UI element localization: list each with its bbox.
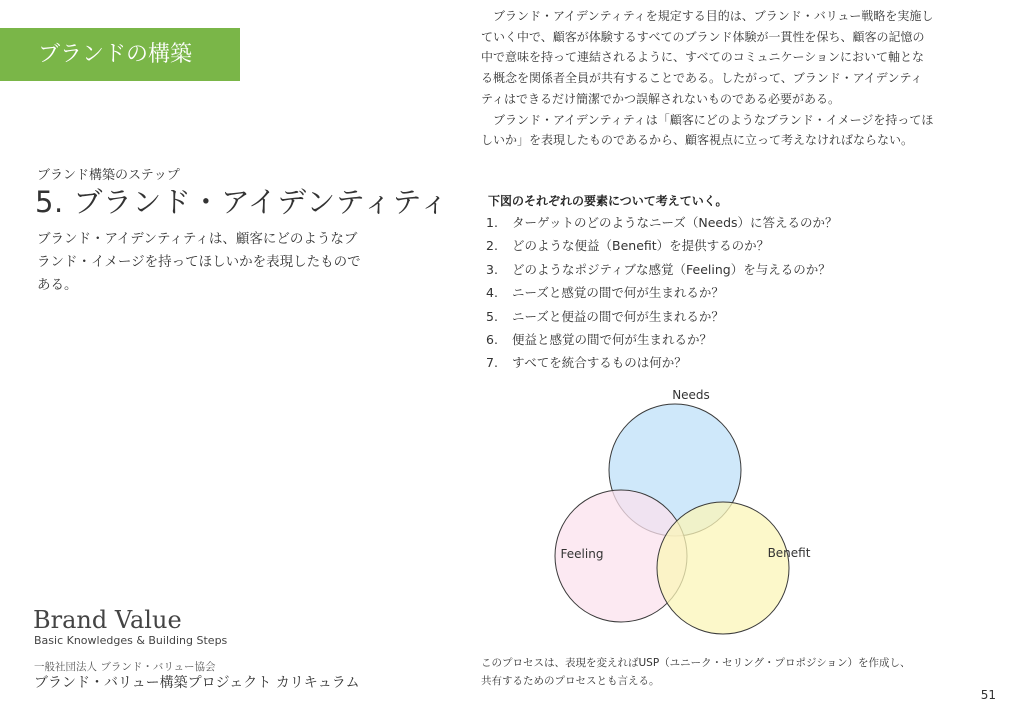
- list-item: [486, 258, 838, 281]
- footnote-line: このプロセスは、表現を変えればUSP（ユニーク・セリング・プロポジション）を作成し、: [481, 657, 911, 669]
- item-text: 便益と感覚の間で何が生まれるか？: [512, 331, 713, 347]
- intro-line: 中で意味を持って連結されるように、すべてのコミュニケーションにおいて軸とな: [481, 50, 925, 65]
- benefit-label: Benefit: [767, 546, 811, 560]
- questions-heading: 下図のそれぞれの要素について考えていく。: [488, 194, 728, 208]
- footnote: [481, 654, 911, 690]
- intro-line: しいか」を表現したものであるから、顧客視点に立って考えなければならない。: [481, 133, 914, 148]
- step-label: ブランド構築のステップ: [37, 168, 180, 183]
- feeling-label: Feeling: [560, 547, 604, 561]
- project-name: ブランド・バリュー構築プロジェクト カリキュラム: [34, 675, 360, 691]
- description-line: ある。: [37, 277, 78, 293]
- page-title: 5. ブランド・アイデンティティ: [35, 185, 450, 219]
- item-number: 7.: [486, 355, 498, 371]
- list-item: [486, 351, 838, 374]
- item-number: 3.: [486, 261, 498, 277]
- item-number: 5.: [486, 308, 498, 324]
- item-text: ニーズと便益の間で何が生まれるか？: [512, 308, 724, 324]
- intro-paragraph: [481, 6, 991, 151]
- item-text: ニーズと感覚の間で何が生まれるか？: [512, 285, 724, 301]
- needs-label: Needs: [672, 388, 710, 402]
- item-text: どのようなポジティブな感覚（Feeling）を与えるのか？: [512, 261, 831, 277]
- page-number: 51: [980, 688, 996, 702]
- intro-line: ブランド・アイデンティティを規定する目的は、ブランド・バリュー戦略を実施し: [481, 9, 934, 23]
- step-description: [37, 228, 417, 297]
- questions-list: [486, 211, 838, 375]
- list-item: [486, 211, 838, 234]
- intro-line: る概念を関係者全員が共有することである。したがって、ブランド・アイデンティ: [481, 71, 923, 86]
- list-item: [486, 281, 838, 304]
- intro-line: ブランド・アイデンティティは「顧客にどのようなブランド・イメージを持ってほ: [481, 112, 934, 127]
- list-item: [486, 234, 838, 257]
- benefit-circle: [657, 502, 789, 634]
- item-text: すべてを統合するものは何か？: [512, 355, 687, 371]
- intro-line: ていく中で、顧客が体験するすべてのブランド体験が一貫性を保ち、顧客の記憶の: [481, 29, 925, 44]
- brand-subtitle: Basic Knowledges & Building Steps: [34, 634, 228, 647]
- intro-line: ティはできるだけ簡潔でかつ誤解されないものである必要がある。: [481, 91, 841, 106]
- item-number: 4.: [486, 285, 498, 301]
- description-line: ランド・イメージを持ってほしいかを表現したもので: [37, 254, 361, 270]
- footnote-line: 共有するためのプロセスとも言える。: [481, 675, 660, 687]
- venn-diagram: [545, 378, 811, 640]
- section-banner: [0, 28, 240, 81]
- list-item: [486, 328, 838, 351]
- item-text: どのような便益（Benefit）を提供するのか？: [512, 238, 770, 254]
- organization-name: 一般社団法人 ブランド・バリュー協会: [34, 661, 216, 673]
- item-number: 1.: [486, 215, 498, 230]
- item-number: 2.: [486, 238, 498, 254]
- item-number: 6.: [486, 331, 498, 347]
- section-title: ブランドの構築: [38, 42, 193, 67]
- list-item: [486, 305, 838, 328]
- item-text: ターゲットのどのようなニーズ（Needs）に答えるのか？: [512, 215, 838, 230]
- brand-logo: Brand Value: [33, 606, 182, 634]
- description-line: ブランド・アイデンティティは、顧客にどのようなブ: [37, 231, 358, 247]
